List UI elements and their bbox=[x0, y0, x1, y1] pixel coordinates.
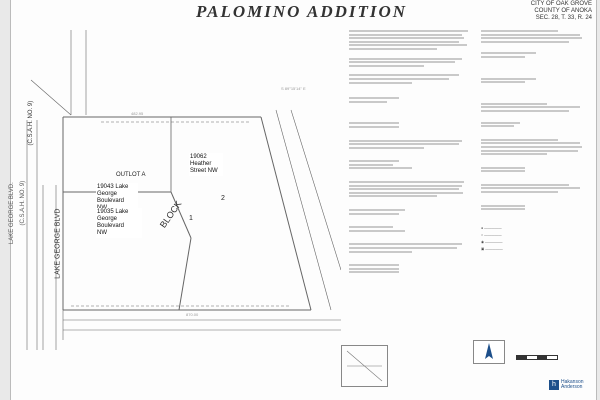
svg-text:870.00: 870.00 bbox=[186, 312, 199, 317]
parcel-address-19035: 19035 Lake George Boulevard NW bbox=[96, 208, 142, 238]
north-arrow-icon bbox=[473, 340, 505, 364]
road-label-csah: (C.S.A.H. NO. 9) bbox=[20, 180, 27, 226]
lot-1-number: 1 bbox=[189, 215, 193, 222]
county-name: COUNTY OF ANOKA bbox=[534, 8, 592, 15]
road-label-main: LAKE GEORGE BLVD. bbox=[8, 182, 15, 245]
outlot-label: OUTLOT A bbox=[116, 172, 146, 178]
legend-row: ▣ ————— bbox=[481, 246, 503, 251]
road-label-secondary: LAKE GEORGE BLVD bbox=[54, 208, 62, 279]
approval-text-block bbox=[481, 30, 591, 254]
parcel-address-19043: 19043 Lake George Boulevard bbox=[96, 183, 138, 213]
firm-name-bottom: Anderson bbox=[561, 384, 583, 390]
firm-logo bbox=[549, 380, 584, 390]
svg-text:482.95: 482.95 bbox=[131, 111, 144, 116]
vicinity-map bbox=[341, 345, 388, 387]
location-block bbox=[531, 1, 592, 23]
city-name: CITY OF OAK GROVE bbox=[530, 1, 592, 7]
dedication-text-block bbox=[349, 30, 474, 275]
lot-2-number: 2 bbox=[221, 195, 225, 202]
parcel-address-19062: 19062 Heather Street NW bbox=[189, 153, 223, 176]
plat-drawing bbox=[8, 10, 341, 350]
section-township-range: SEC. 28, T. 33, R. 24 bbox=[535, 15, 592, 22]
plat-sheet bbox=[10, 0, 597, 400]
legend-row: ○ ————— bbox=[481, 232, 502, 237]
legend-row: ● ————— bbox=[481, 225, 502, 230]
plat-title: PALOMINO ADDITION bbox=[196, 2, 408, 21]
scale-bar bbox=[516, 355, 558, 360]
road-label-secondary-csah: (C.S.A.H. NO. 9) bbox=[28, 100, 35, 146]
firm-logo-mark-icon: h bbox=[549, 380, 559, 390]
legend-row: ◉ ————— bbox=[481, 239, 503, 244]
svg-text:S 89°15'14" E: S 89°15'14" E bbox=[281, 86, 306, 91]
block-label: BLOCK bbox=[157, 198, 184, 230]
firm-name-top: Hakanson bbox=[561, 379, 584, 385]
